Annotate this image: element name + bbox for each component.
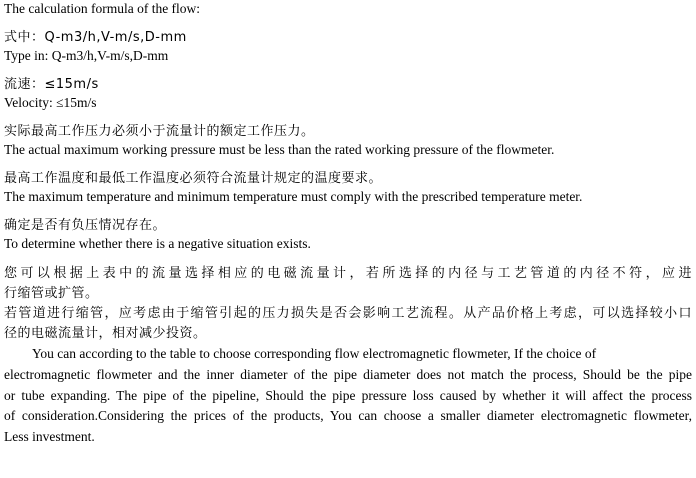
selection-cn-line: 行缩管或扩管。 bbox=[4, 286, 99, 301]
units-text-cn: 式中：Q-m3/h,V-m/s,D-mm bbox=[4, 30, 187, 45]
formula-section bbox=[4, 0, 692, 18]
pressure-text-en: The actual maximum working pressure must be less than the rated working pressure of the flowmeter. bbox=[4, 142, 555, 157]
reduction-cn-line: 若管道进行缩管，应考虑由于缩管引起的压力损失是否会影响工艺流程。从产品价格上考虑，可以选择较小口 bbox=[4, 306, 692, 321]
document-page bbox=[4, 0, 692, 448]
selection-en-line: of consideration.Considering the prices of the products, You can choose a smaller diameter electromagnetic flowmeter, bbox=[4, 408, 692, 424]
selection-section bbox=[4, 264, 692, 448]
velocity-text-cn: 流速：≤15m/s bbox=[4, 77, 99, 92]
temperature-text-en: The maximum temperature and minimum temperature must comply with the prescribed temperature meter. bbox=[4, 189, 583, 204]
temperature-section bbox=[4, 170, 692, 206]
temperature-text-cn: 最高工作温度和最低工作温度必须符合流量计规定的温度要求。 bbox=[4, 171, 383, 186]
negative-pressure-text-en: To determine whether there is a negative situation exists. bbox=[4, 236, 311, 251]
selection-en-line: electromagnetic flowmeter and the inner diameter of the pipe diameter does not match the process, Should be the pipe bbox=[4, 366, 692, 382]
selection-en-line: You can according to the table to choose corresponding flow electromagnetic flowmeter, If the choice of bbox=[32, 346, 597, 361]
velocity-text-en: Velocity: ≤15m/s bbox=[4, 95, 97, 110]
formula-title: The calculation formula of the flow: bbox=[4, 1, 201, 16]
reduction-cn-line: 径的电磁流量计，相对减少投资。 bbox=[4, 326, 207, 341]
selection-en-line: or tube expanding. The pipe of the pipeline, Should the pipe pressure loss caused by whether it will affect the process bbox=[4, 387, 692, 403]
units-section bbox=[4, 29, 692, 65]
velocity-section bbox=[4, 76, 692, 112]
pressure-text-cn: 实际最高工作压力必须小于流量计的额定工作压力。 bbox=[4, 124, 315, 139]
selection-text-en bbox=[4, 344, 692, 448]
selection-cn-line: 您可以根据上表中的流量选择相应的电磁流量计，若所选择的内径与工艺管道的内径不符，应进 bbox=[4, 266, 692, 281]
negative-pressure-section bbox=[4, 217, 692, 253]
selection-en-line: Less investment. bbox=[4, 429, 95, 445]
selection-text-cn bbox=[4, 264, 692, 344]
units-text-en: Type in: Q-m3/h,V-m/s,D-mm bbox=[4, 48, 169, 63]
pressure-section bbox=[4, 123, 692, 159]
negative-pressure-text-cn: 确定是否有负压情况存在。 bbox=[4, 218, 167, 233]
